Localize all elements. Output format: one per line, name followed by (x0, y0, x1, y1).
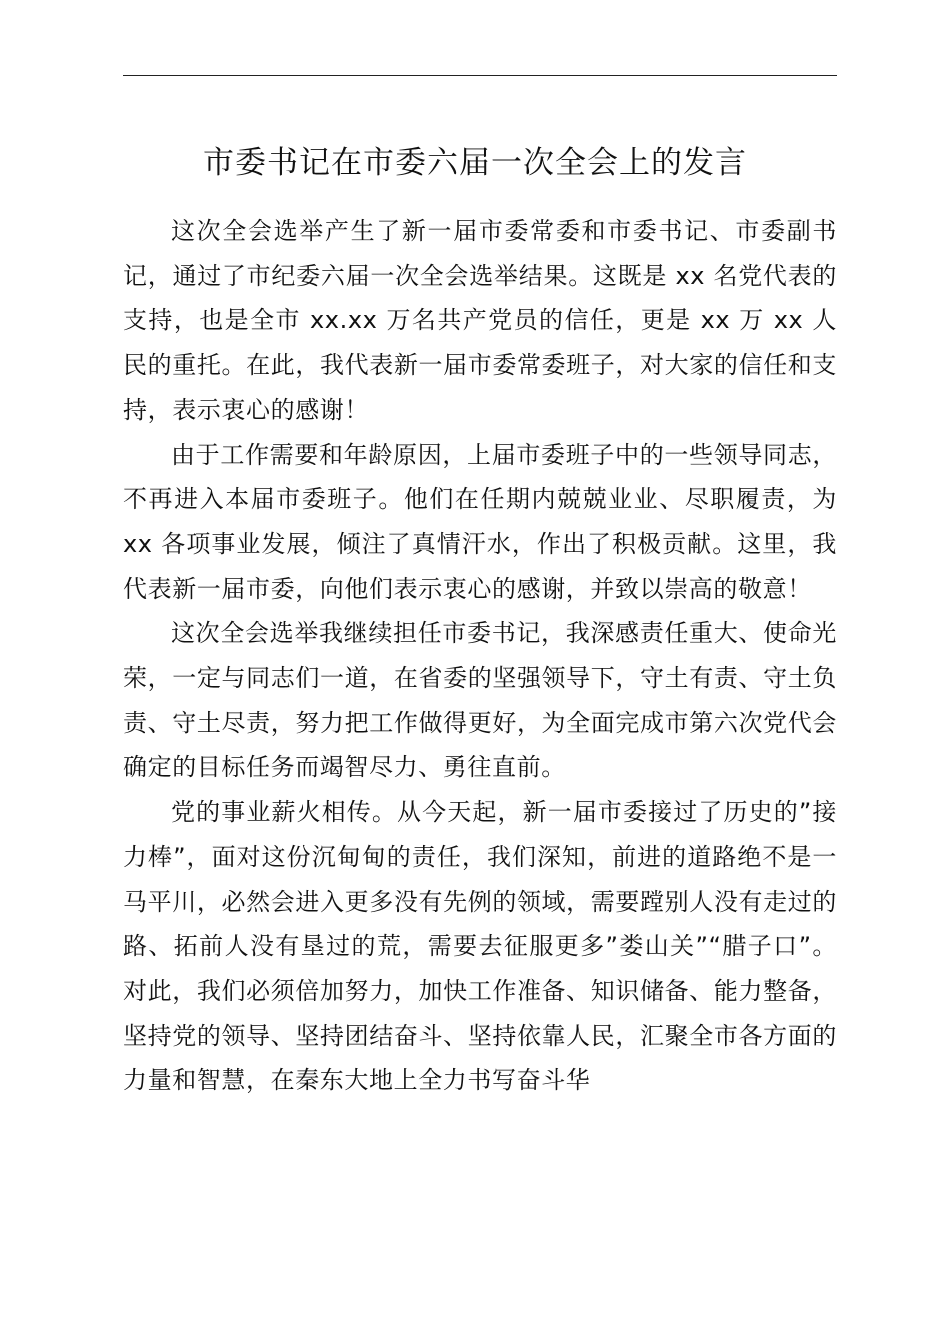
paragraph-4: 党的事业薪火相传。从今天起，新一届市委接过了历史的”接力棒”，面对这份沉甸甸的责任，我们深知，前进的道路绝不是一马平川，必然会进入更多没有先例的领域，需要蹚别人没有走过的路、拓前人没有垦过的荒，需要去征服更多”娄山关”“腊子口”。对此，我们必须倍加努力，加快工作准备、知识储备、能力整备，坚持党的领导、坚持团结奋斗、坚持依靠人民，汇聚全市各方面的力量和智慧，在秦东大地上全力书写奋斗华 (123, 798, 837, 1095)
paragraph-1: 这次全会选举产生了新一届市委常委和市委书记、市委副书记，通过了市纪委六届一次全会选举结果。这既是 xx 名党代表的支持，也是全市 xx.xx 万名共产党员的信任，更是 xx 万 xx 人民的重托。在此，我代表新一届市委常委班子，对大家的信任和支持，表示衷心的感谢！ (123, 217, 837, 424)
paragraph-2: 由于工作需要和年龄原因，上届市委班子中的一些领导同志，不再进入本届市委班子。他们在任期内兢兢业业、尽职履责，为 xx 各项事业发展，倾注了真情汗水，作出了积极贡献。这里，我代表新一届市委，向他们表示衷心的感谢，并致以崇高的敬意！ (123, 440, 837, 603)
header-rule (123, 75, 837, 76)
paragraph-3: 这次全会选举我继续担任市委书记，我深感责任重大、使命光荣，一定与同志们一道，在省委的坚强领导下，守土有责、守土负责、守土尽责，努力把工作做得更好，为全面完成市第六次党代会确定的目标任务而竭智尽力、勇往直前。 (123, 619, 837, 782)
document-title: 市委书记在市委六届一次全会上的发言 (203, 145, 747, 181)
document-body (123, 209, 837, 1103)
